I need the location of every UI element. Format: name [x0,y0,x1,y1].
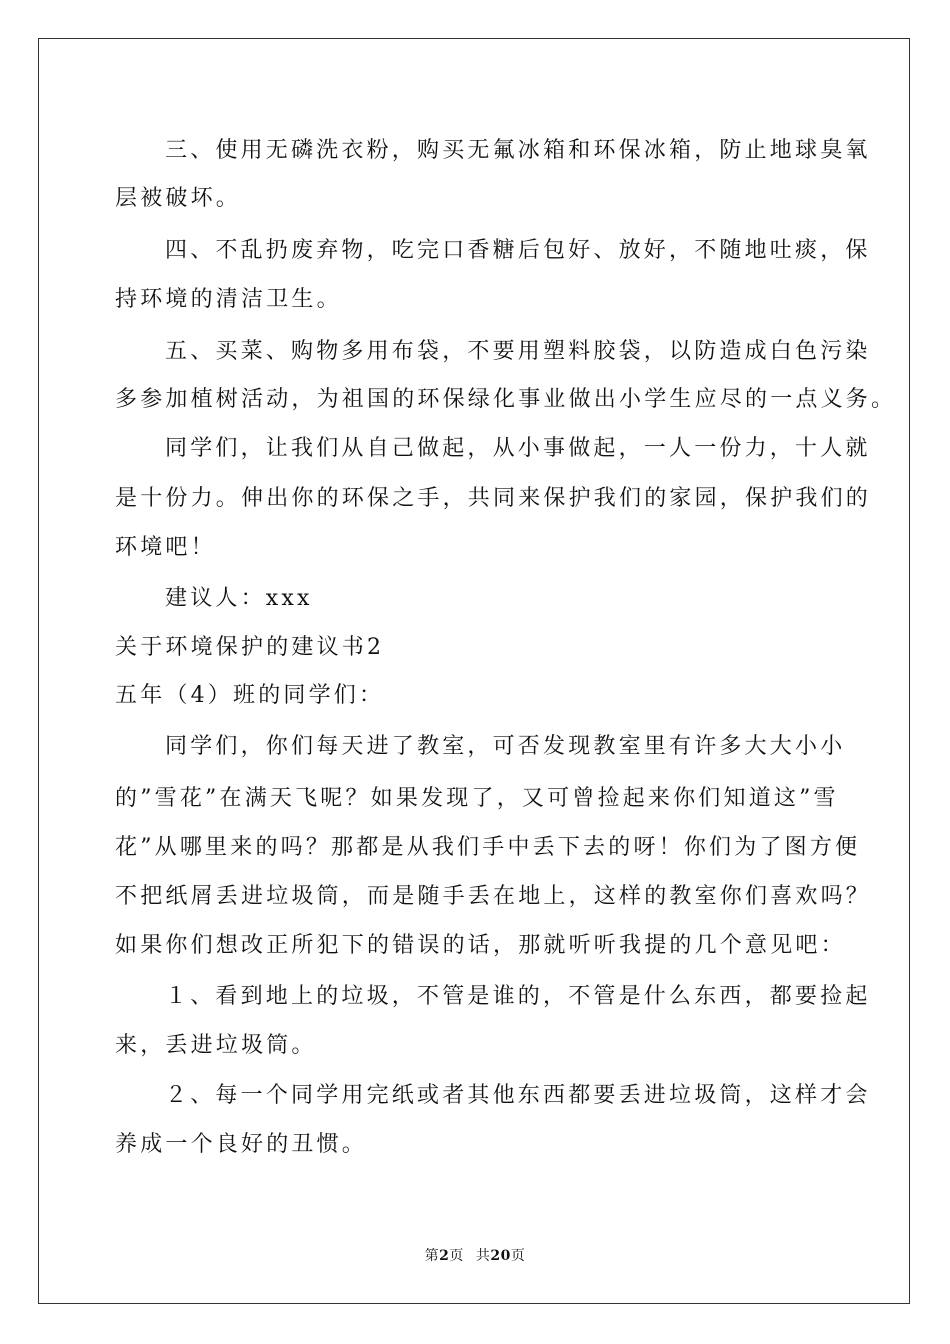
paragraph-line: 持环境的清洁卫生。 [115,287,342,312]
paragraph-line: 三、使用无磷洗衣粉，购买无氟冰箱和环保冰箱，防止地球臭氧 [165,138,871,163]
paragraph-line: 多参加植树活动，为祖国的环保绿化事业做出小学生应尽的一点义务。 [115,387,897,412]
paragraph-line: 花”从哪里来的吗？那都是从我们手中丢下去的呀！你们为了图方便 [115,835,861,860]
total-prefix: 共 [475,1248,491,1264]
page-number: 2 [439,1248,450,1264]
salutation: 五年（4）班的同学们： [115,683,385,708]
paragraph-line: 同学们，你们每天进了教室，可否发现教室里有许多大大小小 [165,734,846,759]
paragraph-line: 环境吧！ [115,535,216,560]
page-footer [0,1246,950,1266]
list-item-line: ２、每一个同学用完纸或者其他东西都要丢进垃圾筒，这样才会 [165,1083,871,1108]
paragraph-line: 四、不乱扔废弃物，吃完口香糖后包好、放好，不随地吐痰，保 [165,238,871,263]
list-item-line: 来，丢进垃圾筒。 [115,1033,317,1058]
total-pages: 20 [490,1248,511,1264]
paragraph-line: 的”雪花”在满天飞呢？如果发现了，又可曾捡起来你们知道这”雪 [115,786,839,811]
page-suffix: 页 [449,1248,464,1264]
list-item-line: １、看到地上的垃圾，不管是谁的，不管是什么东西，都要捡起 [165,984,871,1009]
page-prefix: 第 [424,1248,440,1264]
section-heading: 关于环境保护的建议书2 [115,635,385,660]
list-item-line: 养成一个良好的丑惯。 [115,1132,368,1157]
paragraph-line: 同学们，让我们从自己做起，从小事做起，一人一份力，十人就 [165,436,871,461]
paragraph-line: 如果你们想改正所犯下的错误的话，那就听听我提的几个意见吧： [115,933,846,958]
page-border [38,38,910,1304]
paragraph-line: 层被破坏。 [115,186,242,211]
paragraph-line: 五、买菜、购物多用布袋，不要用塑料胶袋，以防造成白色污染 [165,339,871,364]
paragraph-line: 不把纸屑丢进垃圾筒，而是随手丢在地上，这样的教室你们喜欢吗？ [115,884,872,909]
total-suffix: 页 [510,1248,526,1264]
paragraph-line: 是十份力。伸出你的环保之手，共同来保护我们的家园，保护我们的 [115,486,872,511]
signature-line: 建议人：xxx [165,586,313,611]
